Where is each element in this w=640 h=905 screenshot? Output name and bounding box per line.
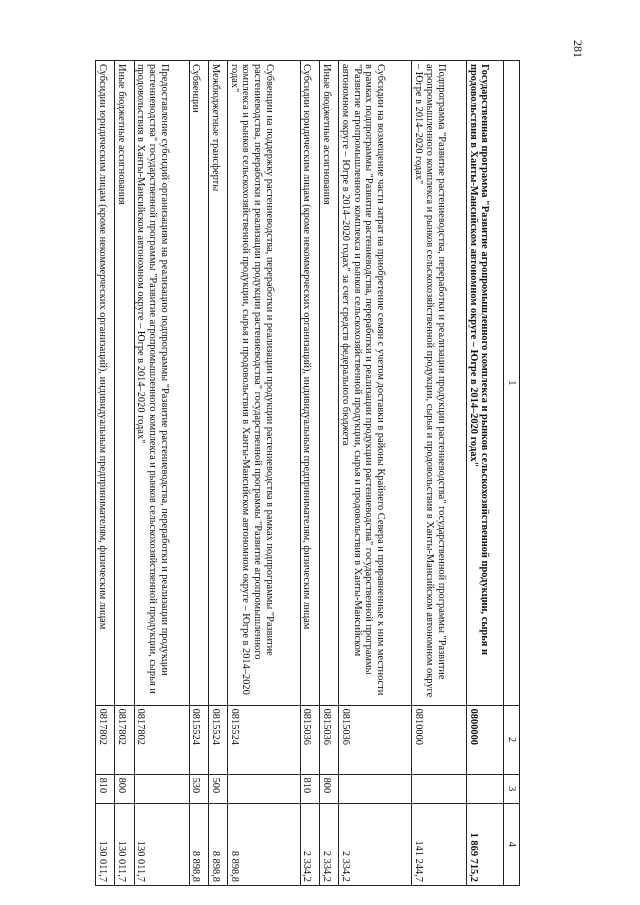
row-code: 0815036 xyxy=(339,705,412,774)
row-amount: 130 011,7 xyxy=(96,803,115,885)
row-type xyxy=(228,774,301,803)
row-name: Иные бюджетные ассигнования xyxy=(115,61,134,706)
row-name: Субсидии юридическим лицам (кроме некоммерческих организаций), индивидуальным предпринимателям, физическим лицам xyxy=(300,61,319,706)
row-amount: 1 869 715,2 xyxy=(466,803,503,885)
row-type xyxy=(466,774,503,803)
table-row xyxy=(412,61,467,886)
row-name: Субсидии на возмещение части затрат на приобретение семян с учетом доставки в районы Крайнего Севера и приравненные к ним местности в рамках подпрограммы "Развитие растениеводства, переработки и реализации продукции растениеводства" государственной программы "Развитие агропромышленного комплекса и рынков сельскохозяйственной продукции, сырья и продовольствия в Ханты-Мансийском автономном округе – Югре в 2014–2020 годах" за счет средств федерального бюджета xyxy=(339,61,412,706)
budget-table xyxy=(95,60,520,886)
table-row xyxy=(320,61,339,886)
budget-table-container xyxy=(95,60,520,886)
table-row xyxy=(300,61,319,886)
row-amount: 8 898,8 xyxy=(189,803,208,885)
row-code: 0817802 xyxy=(96,705,115,774)
table-row xyxy=(466,61,503,886)
page-number: 281 xyxy=(571,40,585,58)
row-type: 810 xyxy=(300,774,319,803)
table-row xyxy=(228,61,301,886)
table-row xyxy=(115,61,134,886)
row-code: 0815036 xyxy=(300,705,319,774)
header-code: 2 xyxy=(504,705,520,774)
row-code: 0815524 xyxy=(189,705,208,774)
row-amount: 130 011,7 xyxy=(134,803,189,885)
row-name: Предоставление субсидий организациям на реализацию подпрограммы "Развитие растениеводства, переработки и реализации продукции растениеводства" государственной программы "Развитие агропромышленного комплекса и рынков сельскохозяйственной продукции, сырья и продовольствия в Ханты-Мансийском автономном округе – Югре в 2014–2020 годах" xyxy=(134,61,189,706)
row-code: 0800000 xyxy=(466,705,503,774)
row-type: 810 xyxy=(96,774,115,803)
table-row xyxy=(189,61,208,886)
row-name: Субвенции xyxy=(189,61,208,706)
row-type xyxy=(339,774,412,803)
table-row xyxy=(134,61,189,886)
row-code: 0810000 xyxy=(412,705,467,774)
row-amount: 141 244,7 xyxy=(412,803,467,885)
row-name: Субвенции на поддержку растениеводства, переработки и реализации продукции растениеводства в рамках подпрограммы "Развитие растениеводства, переработки и реализации продукции растениеводства" государственной программы "Развитие агропромышленного комплекса и рынков сельскохозяйственной продукции, сырья и продовольствия в Ханты-Мансийском автономном округе – Югре в 2014–2020 годах" xyxy=(228,61,301,706)
header-amount: 4 xyxy=(504,803,520,885)
table-row xyxy=(208,61,227,886)
row-code: 0817802 xyxy=(134,705,189,774)
row-amount: 2 334,2 xyxy=(339,803,412,885)
row-type: 500 xyxy=(208,774,227,803)
row-type: 530 xyxy=(189,774,208,803)
row-amount: 130 011,7 xyxy=(115,803,134,885)
row-name: Межбюджетные трансферты xyxy=(208,61,227,706)
row-type: 800 xyxy=(320,774,339,803)
row-amount: 2 334,2 xyxy=(320,803,339,885)
row-amount: 8 898,8 xyxy=(228,803,301,885)
row-name: Иные бюджетные ассигнования xyxy=(320,61,339,706)
table-body xyxy=(96,61,504,886)
row-amount: 8 898,8 xyxy=(208,803,227,885)
row-code: 0815524 xyxy=(228,705,301,774)
row-name: Субсидии юридическим лицам (кроме некоммерческих организаций), индивидуальным предпринимателям, физическим лицам xyxy=(96,61,115,706)
table-row xyxy=(96,61,115,886)
row-amount: 2 334,2 xyxy=(300,803,319,885)
row-type: 800 xyxy=(115,774,134,803)
row-name: Государственная программа "Развитие агропромышленного комплекса и рынков сельскохозяйственной продукции, сырья и продовольствия в Ханты-Мансийском автономном округе – Югре в 2014–2020 годах" xyxy=(466,61,503,706)
row-code: 0815036 xyxy=(320,705,339,774)
row-name: Подпрограмма "Развитие растениеводства, переработки и реализации продукции растениеводства" государственной программы "Развитие агропромышленного комплекса и рынков сельскохозяйственной продукции, сырья и продовольствия в Ханты-Мансийском автономном округе – Югре в 2014–2020 годах" xyxy=(412,61,467,706)
row-code: 0817802 xyxy=(115,705,134,774)
row-type xyxy=(134,774,189,803)
row-code: 0815524 xyxy=(208,705,227,774)
row-type xyxy=(412,774,467,803)
table-row xyxy=(339,61,412,886)
header-type: 3 xyxy=(504,774,520,803)
header-name: 1 xyxy=(504,61,520,706)
header-row xyxy=(504,61,520,886)
